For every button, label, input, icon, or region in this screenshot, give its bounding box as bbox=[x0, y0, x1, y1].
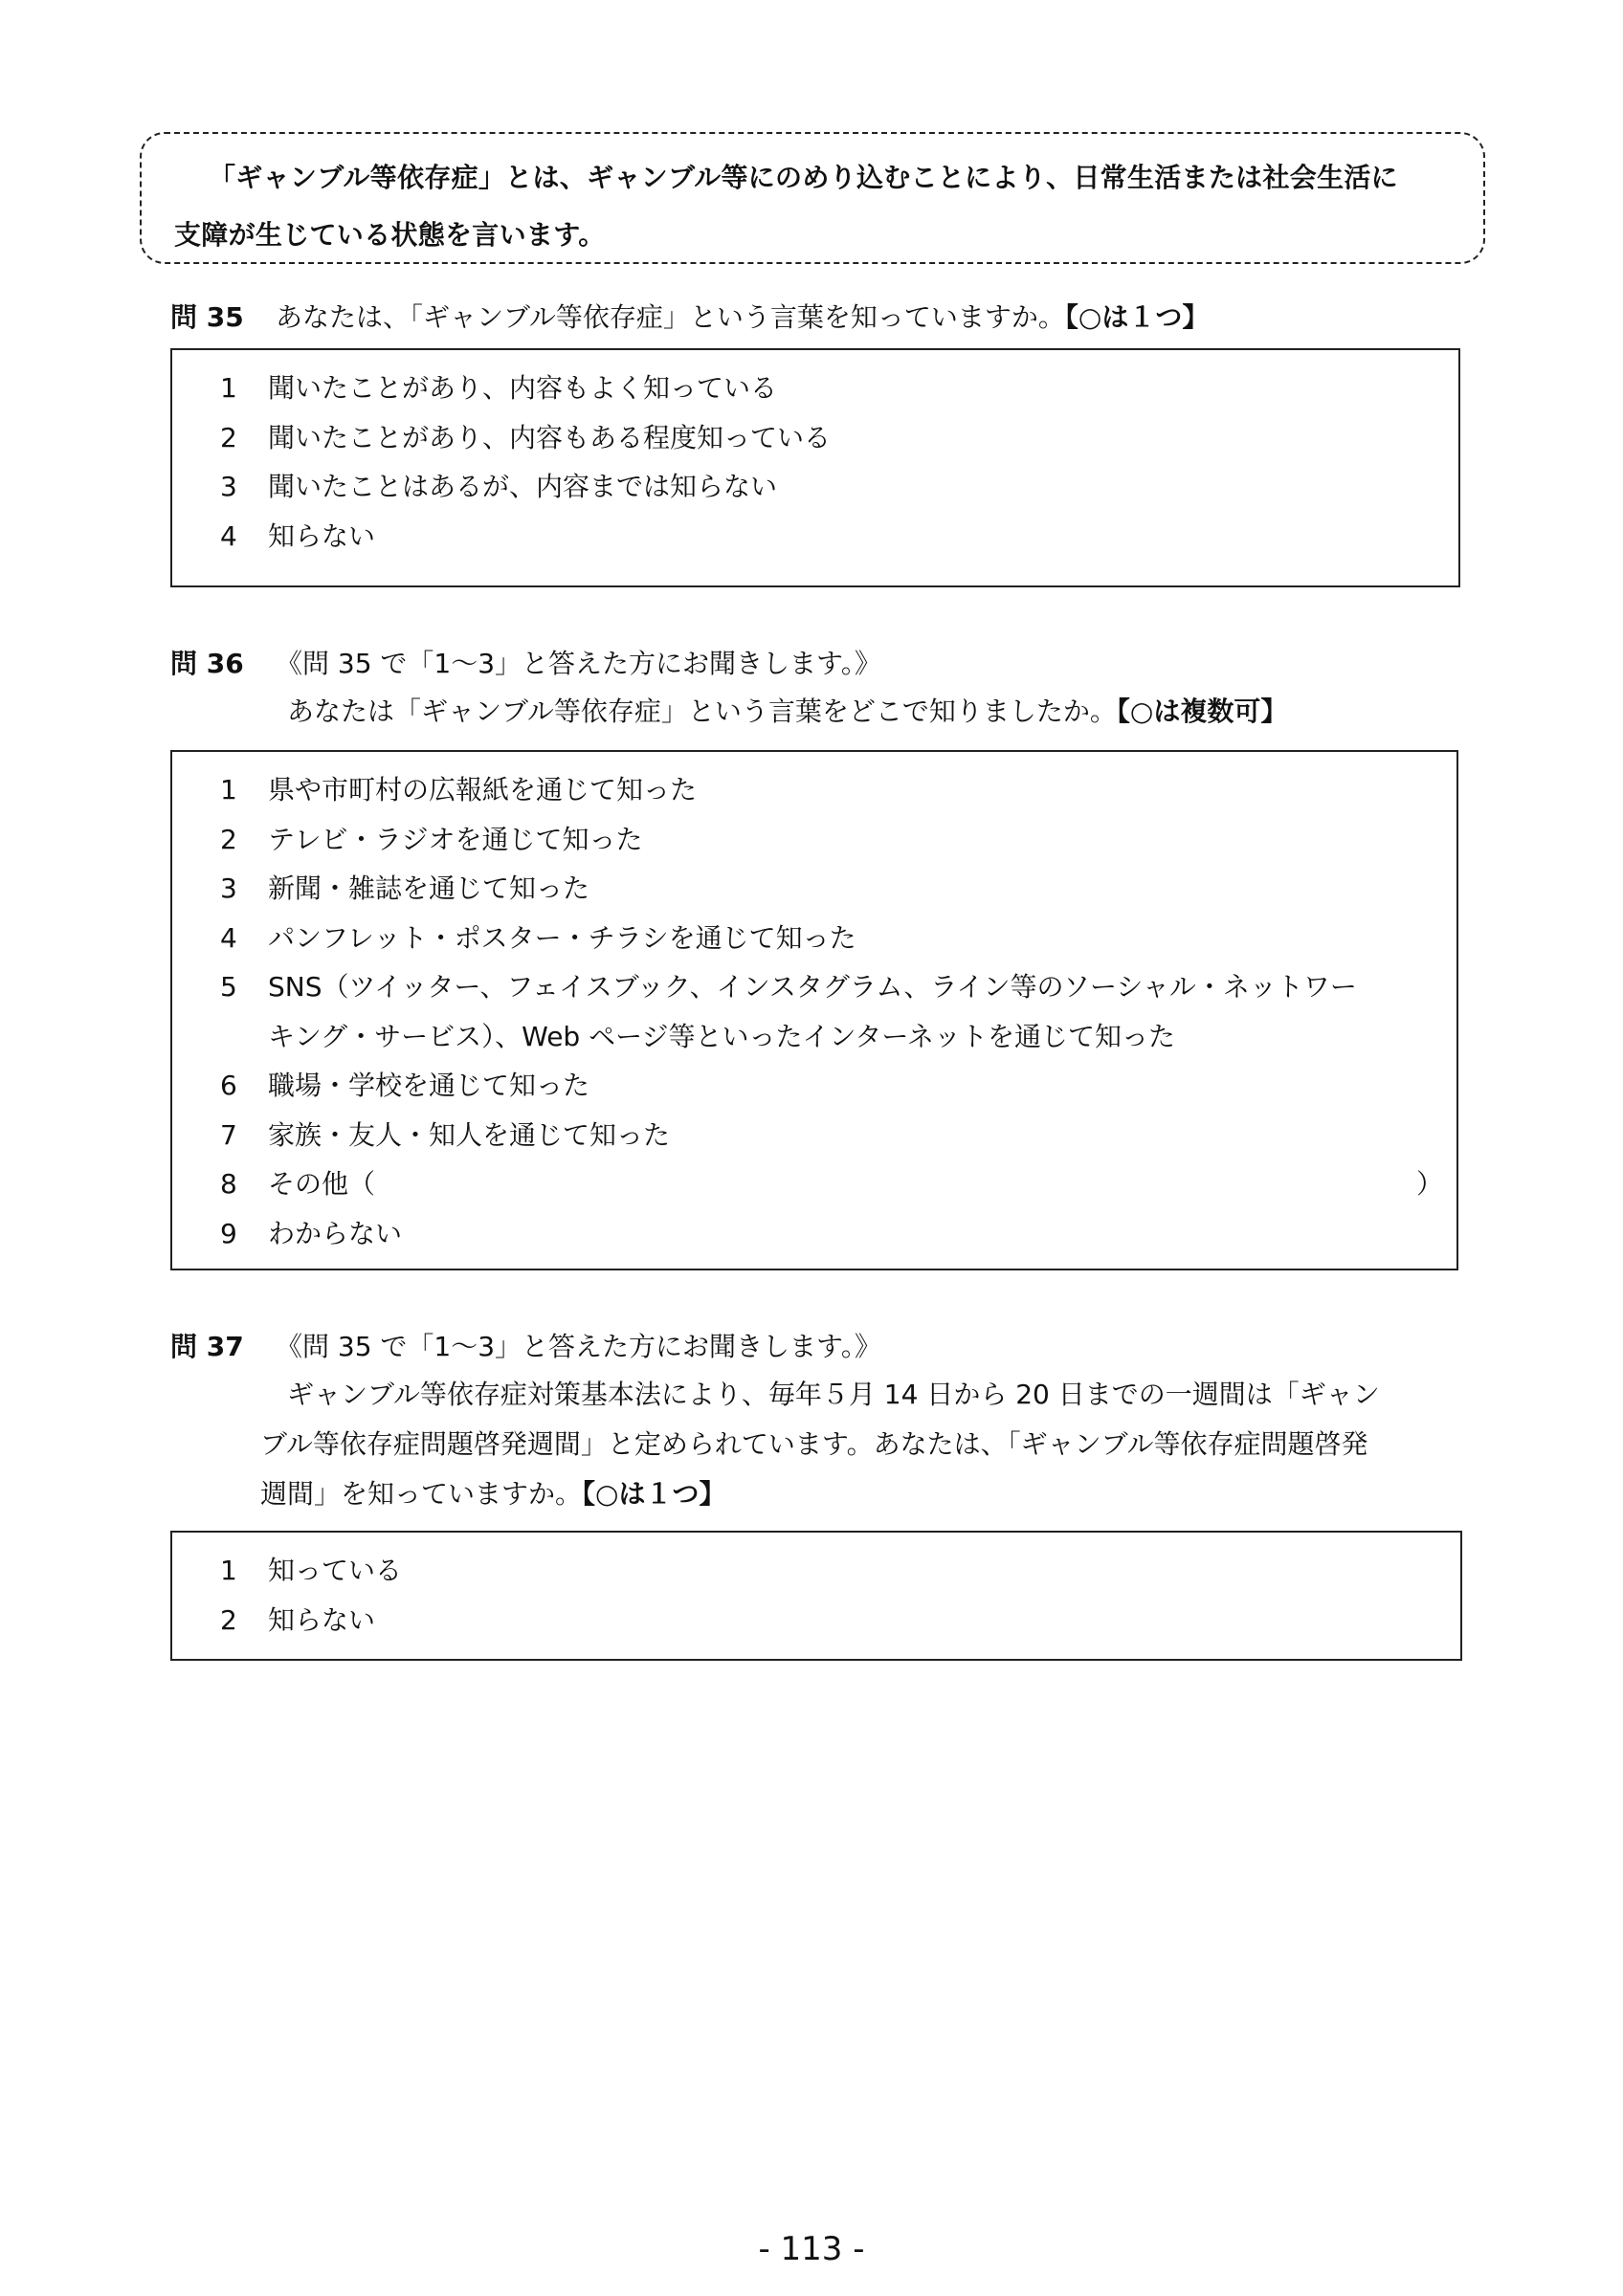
q37-options-box bbox=[170, 1531, 1462, 1661]
q35-number: 問 35 bbox=[170, 301, 244, 333]
q37-number: 問 37 bbox=[170, 1331, 244, 1362]
q37-text-line-2: ブル等依存症問題啓発週間」と定められています。あなたは、「ギャンブル等依存症問題啓発 bbox=[260, 1428, 1368, 1460]
q37-text: 週間」を知っていますか。 bbox=[260, 1478, 583, 1510]
q35-option-2[interactable]: 2 聞いたことがあり、内容もある程度知っている bbox=[220, 421, 832, 453]
q36-option-5-continuation: キング・サービス）、Web ページ等といったインターネットを通じて知った bbox=[268, 1020, 1176, 1052]
q37-option-2[interactable]: 2 知らない bbox=[220, 1603, 376, 1636]
q37-text-line-1: ギャンブル等依存症対策基本法により、毎年５月 14 日から 20 日までの一週間は「ギャン bbox=[287, 1379, 1380, 1410]
q35-header bbox=[170, 293, 1209, 342]
q36-option-2[interactable]: 2 テレビ・ラジオを通じて知った bbox=[220, 823, 643, 855]
q35-text: あなたは、「ギャンブル等依存症」という言葉を知っていますか。 bbox=[276, 301, 1065, 333]
definition-line-2: 支障が生じている状態を言います。 bbox=[174, 219, 606, 251]
q35-option-1[interactable]: 1 聞いたことがあり、内容もよく知っている bbox=[220, 372, 778, 404]
q36-option-5[interactable]: 5 SNS（ツイッター、フェイスブック、インスタグラム、ライン等のソーシャル・ネットワー bbox=[220, 971, 1357, 1003]
q37-condition: 《問 35 で「1～3」と答えた方にお聞きします。》 bbox=[276, 1331, 881, 1362]
q37-text-line-3 bbox=[260, 1469, 725, 1519]
q36-option-7[interactable]: 7 家族・友人・知人を通じて知った bbox=[220, 1118, 671, 1151]
q36-number: 問 36 bbox=[170, 648, 244, 679]
q37-instruction: 【○は１つ】 bbox=[582, 1478, 726, 1510]
q36-option-9[interactable]: 9 わからない bbox=[220, 1217, 403, 1249]
q35-instruction: 【○は１つ】 bbox=[1064, 301, 1210, 333]
definition-box bbox=[140, 132, 1485, 264]
q36-option-1[interactable]: 1 県や市町村の広報紙を通じて知った bbox=[220, 774, 698, 806]
q36-header bbox=[170, 639, 881, 689]
page-number: - 113 - bbox=[758, 2230, 865, 2268]
q36-condition: 《問 35 で「1～3」と答えた方にお聞きします。》 bbox=[276, 648, 881, 679]
q36-option-6[interactable]: 6 職場・学校を通じて知った bbox=[220, 1070, 590, 1101]
q36-instruction: 【○は複数可】 bbox=[1116, 695, 1288, 727]
q36-option-8-close: ） bbox=[1416, 1168, 1444, 1200]
q37-option-1[interactable]: 1 知っている bbox=[220, 1555, 403, 1586]
q36-options-box bbox=[170, 750, 1458, 1270]
q36-text: あなたは「ギャンブル等依存症」という言葉をどこで知りましたか。 bbox=[287, 695, 1117, 727]
q36-option-3[interactable]: 3 新聞・雑誌を通じて知った bbox=[220, 872, 590, 904]
q37-header bbox=[170, 1322, 881, 1372]
q36-option-8[interactable]: 8 その他（ ） bbox=[220, 1159, 1456, 1209]
q35-option-3[interactable]: 3 聞いたことはあるが、内容までは知らない bbox=[220, 471, 778, 502]
q36-option-4[interactable]: 4 パンフレット・ポスター・チラシを通じて知った bbox=[220, 921, 856, 954]
q36-question bbox=[287, 687, 1287, 737]
q35-option-4[interactable]: 4 知らない bbox=[220, 519, 376, 552]
q35-options-box bbox=[170, 348, 1460, 587]
definition-line-1: 「ギャンブル等依存症」とは、ギャンブル等にのめり込むことにより、日常生活または社会生活に bbox=[209, 162, 1398, 193]
